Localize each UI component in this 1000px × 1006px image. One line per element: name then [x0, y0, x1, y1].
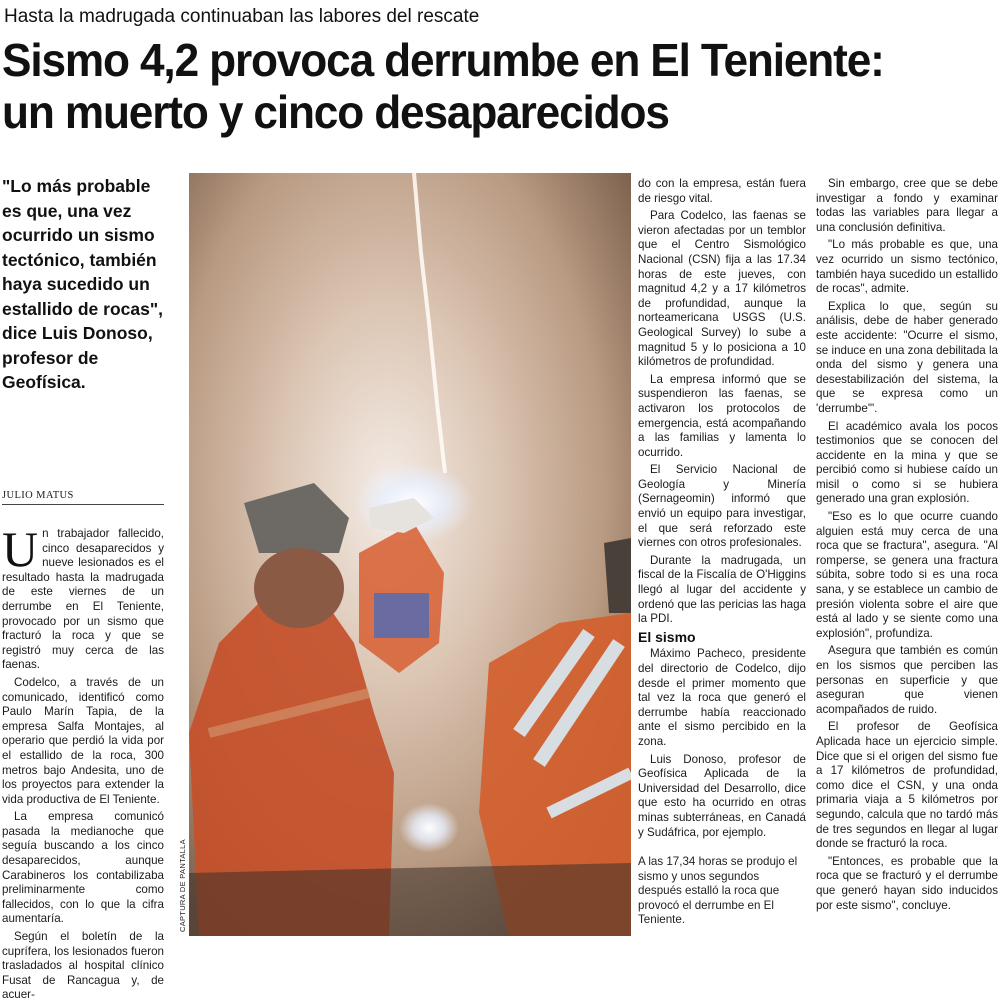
body-column-2 — [638, 177, 806, 843]
paragraph: Durante la madrugada, un fiscal de la Fiscalía de O'Higgins llegó al lugar del accidente y ordenó que las pericias las haga la PDI. — [638, 553, 806, 626]
photo-credit — [178, 839, 188, 932]
body-column-3 — [816, 177, 998, 916]
paragraph: El profesor de Geofísica Aplicada hace un ejercicio simple. Dice que si el origen del sismo fue a 17 kilómetros de profundidad, como dice el CSN, y una onda primaria viaja a 5 kilómetros por segundo, calcula que no tardó más de tres segundos en llegar al lugar donde se fracturó la roca. — [816, 720, 998, 851]
paragraph: do con la empresa, están fuera de riesgo vital. — [638, 177, 806, 205]
lead-text: n trabajador fallecido, cinco desaparecidos y nueve lesionados es el resultado hasta la madrugada de este viernes de un derrumbe en El Teniente, provocado por un sismo que fracturó la roca y que se registró muy cerca de las faenas. — [2, 527, 164, 672]
mine-rescue-scene — [189, 173, 631, 936]
lead-paragraph — [2, 521, 164, 673]
drop-cap: U — [2, 521, 39, 577]
headline-line-1: Sismo 4,2 provoca derrumbe en El Teniente: — [2, 34, 884, 86]
paragraph: Según el boletín de la cuprífera, los lesionados fueron trasladados al hospital clínico Fusat de Rancagua y, de acuer- — [2, 930, 164, 1002]
paragraph: "Lo más probable es que, una vez ocurrido un sismo tectónico, también haya sucedido un estallido de rocas", admite. — [816, 238, 998, 296]
paragraph: "Eso es lo que ocurre cuando alguien está muy cerca de una roca que se fractura", asegura. "Al romperse, se genera una fractura súbita, sobre todo si es una roca sana, y se establece un cambio de presión violenta sobre el aire que está al lado y se siente como una explosión", profundiza. — [816, 510, 998, 640]
photo-credit-text: CAPTURA DE PANTALLA — [178, 839, 187, 932]
paragraph: Luis Donoso, profesor de Geofísica Aplicada de la Universidad del Desarrollo, dice que esto ha ocurrido en otras minas subterráneas, en Canadá y Sudáfrica, por ejemplo. — [638, 752, 806, 839]
paragraph: Máximo Pacheco, presidente del directorio de Codelco, dijo desde el primer momento que tal vez la roca que generó el derrumbe había reaccionado ante el sismo percibido en la zona. — [638, 647, 806, 748]
paragraph: Asegura que también es común en los sismos que perciben las personas en superficie y que aseguran que vienen acompañados de ruido. — [816, 644, 998, 716]
byline: JULIO MATUS — [2, 490, 164, 505]
paragraph: Explica lo que, según su análisis, debe de haber generado este accidente: "Ocurre el sismo, se induce en una zona debilitada la onda del sismo y genera una desestabilización del sistema, la que se expresa como un 'derrumbe'". — [816, 299, 998, 415]
paragraph: El Servicio Nacional de Geología y Minería (Sernageomin) informó que envió un equipo para investigar, el que será reforzado este viernes con otros profesionales. — [638, 463, 806, 550]
paragraph: La empresa comunicó pasada la medianoche que seguía buscando a los cinco desaparecidos, aunque Carabineros los contabilizaba preliminarmente como fallecidos, con lo que la cifra aumentaría. — [2, 810, 164, 926]
news-photo — [189, 173, 631, 936]
subheading: El sismo — [638, 628, 696, 645]
paragraph: La empresa informó que se suspendieron las faenas, se activaron los protocolos de emergencia, está acompañando a las familias y lamenta lo ocurrido. — [638, 372, 806, 459]
body-column-1 — [2, 521, 164, 1006]
photo-caption: A las 17,34 horas se produjo el sismo y unos segundos después estalló la roca que provocó el derrumbe en El Teniente. — [638, 855, 798, 927]
paragraph: Para Codelco, las faenas se vieron afectadas por un temblor que el Centro Sismológico Nacional (CSN) fija a las 17.34 horas de este jueves, con magnitud 4,2 y a 17 kilómetros de profundidad, aunque la norteamericana USGS (U.S. Geological Survey) lo sube a magnitud 5 y lo posiciona a 10 kilómetros de profundidad. — [638, 209, 806, 369]
paragraph: Sin embargo, cree que se debe investigar a fondo y examinar todas las variables para llegar a una conclusión definitiva. — [816, 177, 998, 234]
paragraph: "Entonces, es probable que la roca que se fracturó y el derrumbe que generó hayan sido inducidos por este sismo", concluye. — [816, 854, 998, 912]
kicker: Hasta la madrugada continuaban las labores del rescate — [4, 6, 480, 27]
paragraph: Codelco, a través de un comunicado, identificó como Paulo Marín Tapia, de la empresa Salfa Montajes, al operario que perdió la vida por el estallido de la roca, 300 metros bajo Andesita, uno de los proyectos para extender la vida productiva de El Teniente. — [2, 675, 164, 806]
pull-quote: "Lo más probable es que, una vez ocurrido un sismo tectónico, también haya sucedido un estallido de rocas", dice Luis Donoso, profesor de Geofísica. — [2, 176, 163, 392]
headline — [2, 34, 948, 138]
paragraph: El académico avala los pocos testimonios que se conocen del accidente en la mina y que se percibió como si hubiese caído un misil o como si se hubiera generado una gran explosión. — [816, 419, 998, 506]
headline-line-2: un muerto y cinco desaparecidos — [2, 86, 669, 138]
